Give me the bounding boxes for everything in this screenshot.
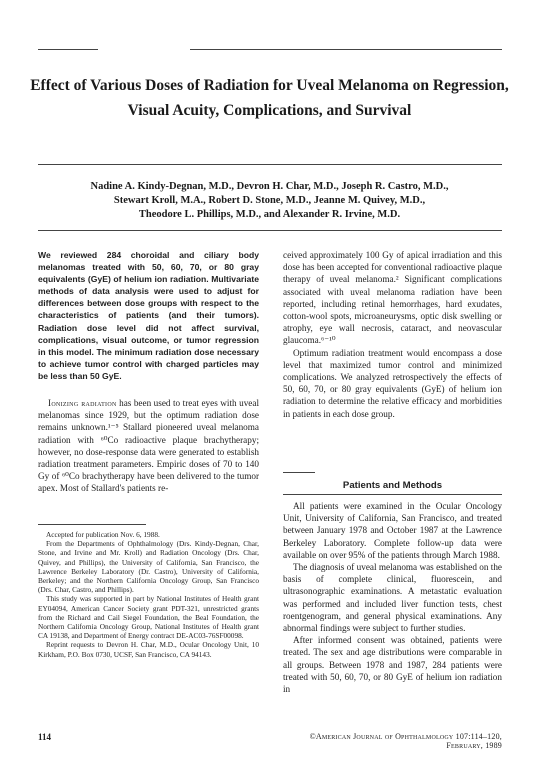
methods-paragraph-1: All patients were examined in the Ocular Oncology Unit, University of California, San Francisco, and treated between January 1978 and October 1987 at the Lawrence Berkeley Laboratory. Complete follow-up data were available on over 95% of the patients through March 1988. <box>283 501 502 560</box>
authors-line-1: Nadine A. Kindy-Degnan, M.D., Devron H. Char, M.D., Joseph R. Castro, M.D., <box>90 181 449 192</box>
intro-paragraph <box>38 397 259 495</box>
intro-lead: Ionizing radiation <box>48 398 117 408</box>
header-rule-left <box>38 49 98 50</box>
abstract <box>38 249 259 382</box>
title-rule <box>38 164 502 165</box>
methods <box>283 500 502 695</box>
authors-line-2: Stewart Kroll, M.A., Robert D. Stone, M.D., Jeanne M. Quivey, M.D., <box>113 195 426 206</box>
header-rule-right <box>190 49 502 50</box>
introduction <box>38 397 259 495</box>
footnote-funding: This study was supported in part by National Institutes of Health grant EY04094, American Cancer Society grant PDT-321, unrestricted grants from the Richard and Cail Siegel Foundation, the Beal Foundation, the Northern California Oncology Group, National Institutes of Health grant CA 19138, and Department of Energy contract DE-AC03-76SF00098. <box>38 594 259 641</box>
authors-rule <box>38 230 502 231</box>
footnote-accepted: Accepted for publication Nov. 6, 1988. <box>46 530 160 539</box>
methods-paragraph-3: After informed consent was obtained, patients were treated. The sex and age distributions were comparable in all groups. Between 1978 and 1987, 284 patients were treated with 50, 60, 70, or 80 GyE of helium ion radiation in <box>283 635 502 695</box>
right-column-top <box>283 249 502 420</box>
section-heading: Patients and Methods <box>342 480 443 491</box>
footnote-affiliations: From the Departments of Ophthalmology (Drs. Kindy-Degnan, Char, Stone, and Irvine and Mr. Kroll) and Radiation Oncology (Drs. Char, Quivey, and Phillips), the University of California, San Francisco, the Lawrence Berkeley Laboratory (Dr. Castro), University of California, Berkeley; and the Northern California Oncology Group, San Francisco (Drs. Char, Castro, and Phillips). <box>38 539 259 595</box>
section-rule-bottom <box>283 494 502 495</box>
page-number: 114 <box>38 732 52 742</box>
abstract-text: We reviewed 284 choroidal and ciliary body melanomas treated with 50, 60, 70, or 80 gray equivalents (GyE) of helium ion radiation. Multivariate methods of data analysis were used to adjust for differences between dose groups with respect to the characteristics of patients (and their tumors). Radiation dose level did not affect survival, complications, visual outcome, or tumor regression in this model. The minimum radiation dose necessary to achieve tumor control with charged particles may be less than 50 GyE. <box>38 250 259 381</box>
section-rule-top <box>283 472 315 473</box>
authors-line-3: Theodore L. Phillips, M.D., and Alexander R. Irvine, M.D. <box>138 209 401 220</box>
journal-footer: ©American Journal of Ophthalmology 107:114–120, February, 1989 <box>309 732 502 750</box>
footnote-reprints: Reprint requests to Devron H. Char, M.D., Ocular Oncology Unit, 10 Kirkham, P.O. Box 0730, UCSF, San Francisco, CA 94143. <box>38 640 259 659</box>
author-list <box>30 180 509 222</box>
footnote-rule <box>38 524 146 525</box>
footnotes <box>38 530 259 659</box>
right-paragraph-2: Optimum radiation treatment would encompass a dose level that maximized tumor control and minimized complications. We analyzed retrospectively the effects of 50, 60, 70, or 80 gray equivalents (GyE) of helium ion radiation to determine the relative efficacy and morbidities in patients in each dose group. <box>283 347 502 419</box>
article-title: Effect of Various Doses of Radiation for Uveal Melanoma on Regression, Visual Acuity, Complications, and Survival <box>30 77 509 119</box>
methods-paragraph-2: The diagnosis of uveal melanoma was established on the basis of complete clinical, fluorescein, and ultrasonographic examinations. A metastatic evaluation was performed and included liver function tests, chest roentgenogram, and general physical examinations. Any abnormal findings were subject to further studies. <box>283 562 502 634</box>
right-paragraph-1: ceived approximately 100 Gy of apical irradiation and this dose has been accepted for conventional radioactive plaque therapy of uveal melanoma.² Significant complications associated with uveal melanoma radiation have been reported, including retinal hemorrhages, hard exudates, cotton-wool spots, microaneurysms, optic disk swelling or atrophy, eye wall necrosis, cataract, and neovascular glaucoma.⁶⁻¹⁰ <box>283 250 502 346</box>
intro-text: has been used to treat eyes with uveal melanomas since 1929, but the optimum radiation dose remains unknown.¹⁻⁵ Stallard pioneered uveal melanoma radiation with ⁶⁰Co radioactive plaque brachytherapy; however, no dose-response data were generated to establish radiation treatment parameters. Empiric doses of 70 to 140 Gy of ⁶⁰Co brachytherapy have been delivered to the tumor apex. Most of Stallard's patients re- <box>38 398 259 494</box>
